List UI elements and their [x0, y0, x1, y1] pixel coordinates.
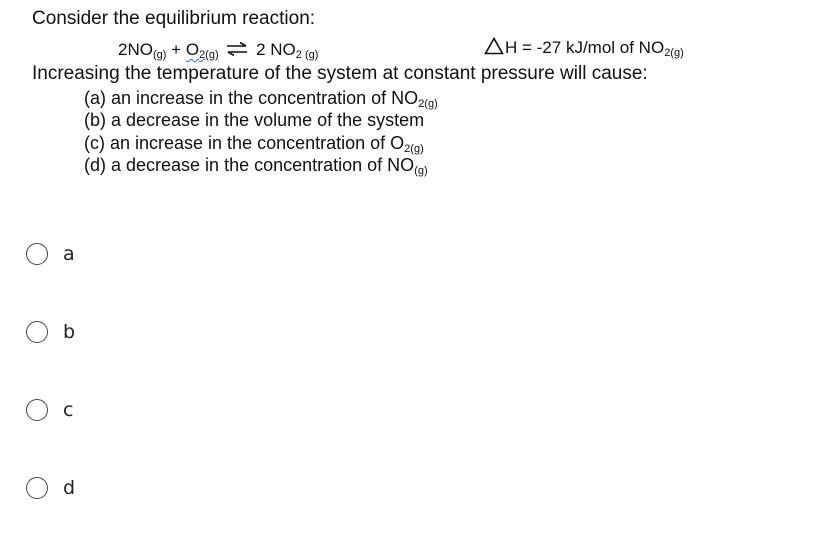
reactant-no: 2NO: [118, 40, 153, 59]
option-c-sub: 2(g): [404, 143, 424, 155]
enthalpy-value: [484, 37, 684, 59]
option-d-sub: (g): [414, 165, 428, 177]
answer-option-a[interactable]: [26, 243, 75, 265]
answer-label-d: d: [63, 477, 76, 499]
option-a-sub: 2(g): [418, 98, 438, 110]
delta-icon: [484, 37, 504, 55]
option-a-text: [84, 88, 438, 110]
option-b-main: (b) a decrease in the volume of the system: [84, 110, 425, 130]
radio-button-b[interactable]: [26, 321, 48, 343]
reaction-equation: [118, 40, 318, 61]
answer-label-a: a: [63, 243, 75, 265]
option-a-main: (a) an increase in the concentration of NO: [84, 88, 419, 108]
option-c-text: [84, 133, 424, 155]
product-no2: 2 NO: [256, 40, 296, 59]
reactant-no-state: (g): [152, 49, 167, 61]
equilibrium-arrow-icon: [225, 42, 249, 56]
radio-button-d[interactable]: [26, 477, 48, 499]
radio-button-a[interactable]: [26, 243, 48, 265]
answer-option-b[interactable]: [26, 321, 75, 343]
option-d-text: [84, 155, 428, 177]
question-intro: Consider the equilibrium reaction:: [32, 8, 316, 29]
option-b-text: [84, 110, 424, 132]
plus-sign: +: [171, 40, 182, 59]
answer-option-d[interactable]: [26, 477, 75, 499]
radio-button-c[interactable]: [26, 399, 48, 421]
reactant-o2: [186, 40, 219, 59]
enthalpy-text: H = -27 kJ/mol of NO: [505, 38, 665, 57]
product-no2-sub: 2 (g): [295, 49, 319, 61]
reactant-o2-symbol: O: [185, 40, 200, 59]
enthalpy-sub: 2(g): [664, 47, 684, 59]
option-c-main: (c) an increase in the concentration of O: [84, 133, 405, 153]
answer-option-c[interactable]: [26, 399, 73, 421]
answer-label-b: b: [63, 321, 76, 343]
reactant-o2-sub: 2(g): [199, 49, 219, 61]
answer-label-c: c: [63, 399, 74, 421]
question-stem: Increasing the temperature of the system at constant pressure will cause:: [32, 63, 648, 84]
option-d-main: (d) a decrease in the concentration of NO: [84, 155, 415, 175]
